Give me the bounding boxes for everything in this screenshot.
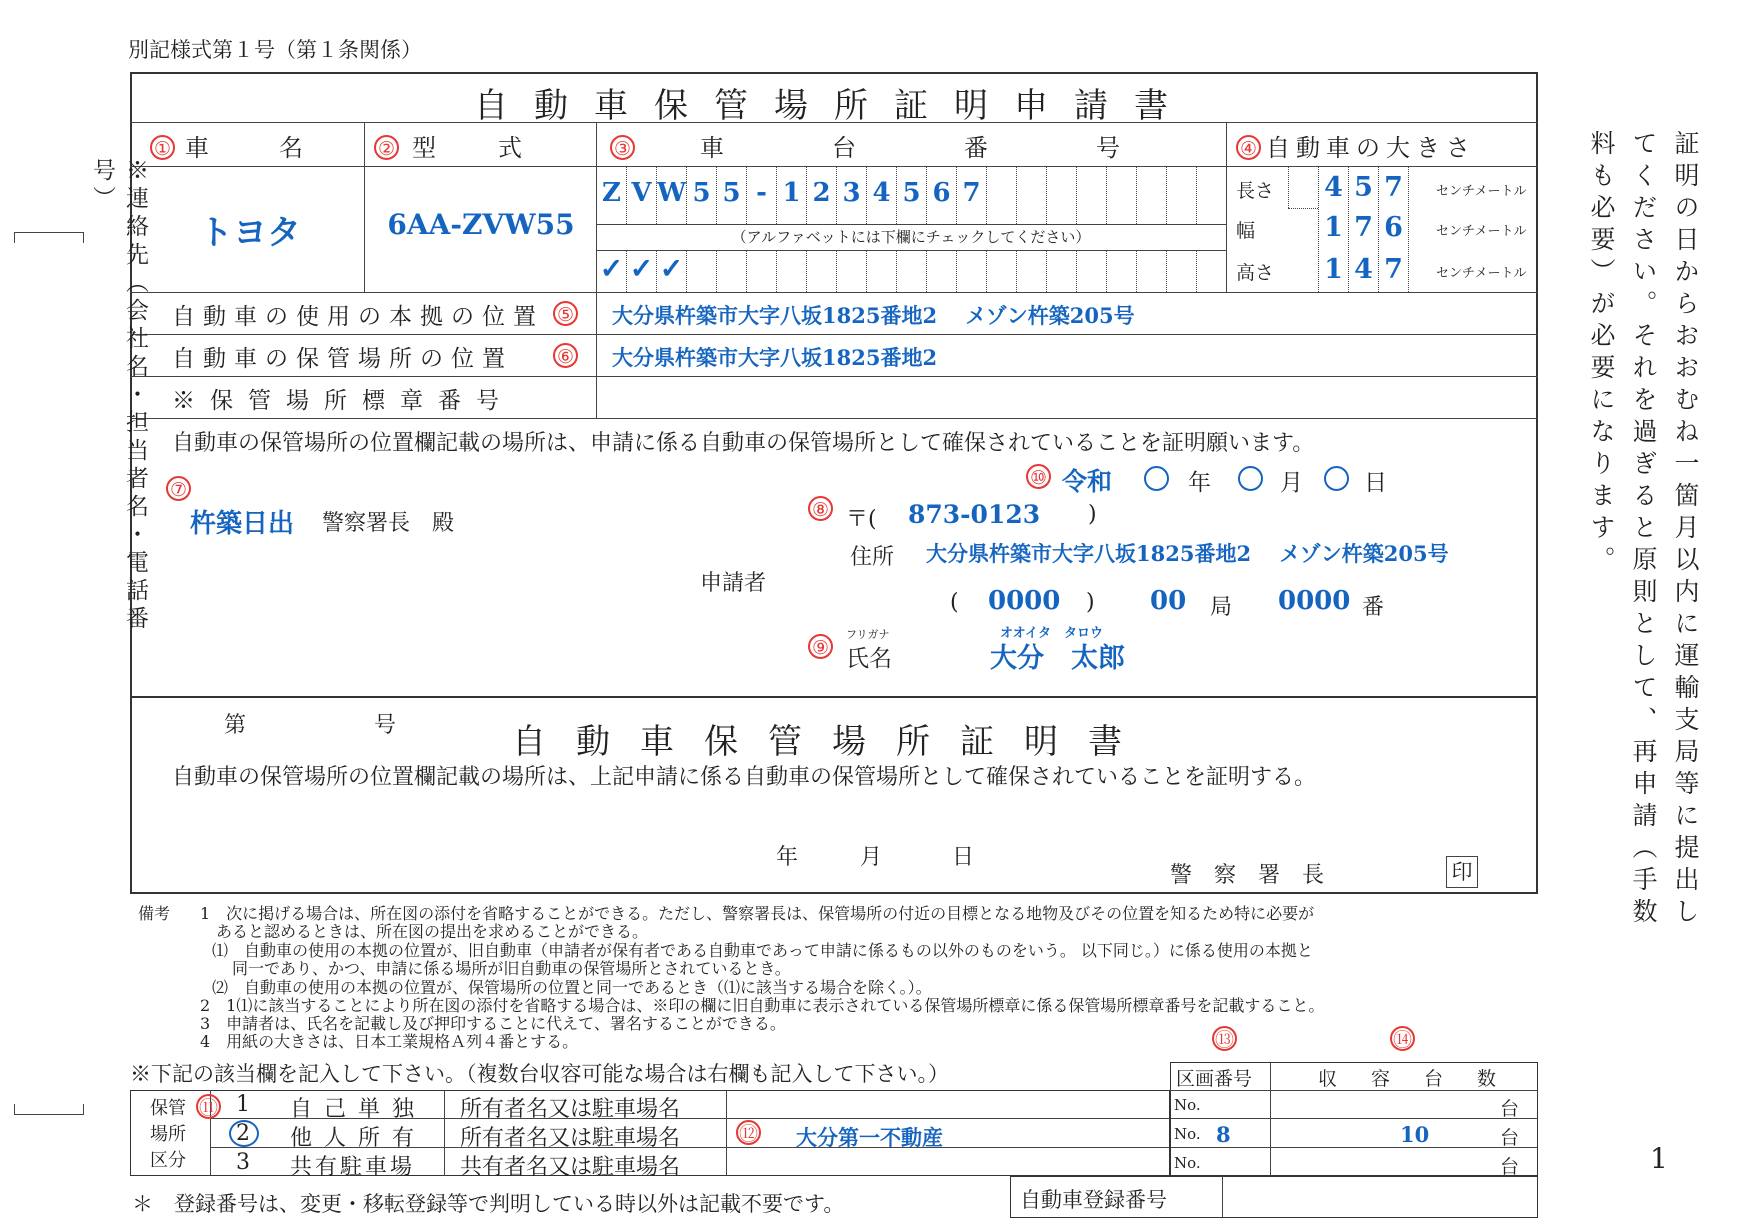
cert-chief: 警察署長 [1170,863,1347,888]
section-header: 区画番号 [1176,1068,1253,1090]
marker-9: ⑨ [808,634,833,659]
applicant-label: 申請者 [700,571,767,596]
model-value[interactable]: 6AA-ZVW55 [387,208,575,241]
chassis-divider [1016,250,1017,292]
chassis-divider [746,250,747,292]
chassis-divider [956,250,957,292]
length-label: 長さ [1236,180,1275,202]
remark-line-5: ⑵ 自動車の使用の本拠の位置が、保管場所の位置と同一であるとき（⑴に該当する場合を除く。）。 [212,978,932,997]
marker-2: ② [374,135,399,160]
furigana-value[interactable]: オオイタ タロウ [1000,626,1103,641]
cert-no-suffix: 号 [374,713,397,738]
certificate-text: 自動車の保管場所の位置欄記載の場所は、上記申請に係る自動車の保管場所として確保されていることを証明する。 [172,765,1317,790]
chassis-divider [1016,166,1017,224]
phone-area[interactable]: 0000 [988,586,1061,616]
size-width-digit[interactable]: 1 [1324,212,1343,243]
height-unit: センチメートル [1436,266,1527,281]
side-right-note: 証明の日からおおむね一箇月以内に運輸支局等に提出してください。それを過ぎると原則として、再申請（手数料も必要）が必要になります。 [1587,130,1700,930]
height-label: 高さ [1236,262,1275,284]
phone-ban: 番 [1362,595,1385,620]
chassis-char[interactable]: V [631,178,652,208]
chassis-divider [836,250,837,292]
cert-year: 年 [776,845,799,870]
size-length-digit[interactable]: 7 [1384,172,1403,203]
cert-day: 日 [952,845,975,870]
registration-input[interactable] [1226,1180,1532,1216]
marker-1: ① [150,135,175,160]
date-era: 令和 [1062,467,1113,496]
application-title: 自動車保管場所証明申請書 [474,86,1194,126]
chassis-char[interactable]: 5 [692,178,711,208]
chassis-char[interactable]: 5 [902,178,921,208]
postal-mark: 〒( [846,507,877,532]
chassis-divider [896,250,897,292]
category-name: 自己単独 [290,1097,427,1122]
size-height-digit[interactable]: 7 [1384,254,1403,285]
chassis-divider [1106,166,1107,224]
category-number[interactable]: 3 [236,1150,250,1175]
owner-label: 所有者名又は駐車場名 [460,1126,681,1151]
chassis-char[interactable]: 7 [962,178,981,208]
chassis-char[interactable]: - [756,178,767,208]
chassis-divider [866,250,867,292]
chassis-char[interactable]: 1 [782,178,801,208]
remark-line-6: 2 1⑴に該当することにより所在図の添付を省略する場合は、※印の欄に旧自動車に表示されている保管場所標章に係る保管場所標章番号を記載すること。 [200,996,1325,1015]
owner-value[interactable]: 大分第一不動産 [796,1125,943,1150]
alpha-check-mark[interactable]: ✓ [629,252,654,285]
chassis-divider [1136,166,1137,224]
chassis-divider [1136,250,1137,292]
chassis-divider [926,250,927,292]
car-name-value[interactable]: トヨタ [199,213,301,253]
section-no-prefix: No. [1174,1125,1201,1143]
header-size: 自動車の大きさ [1266,134,1476,162]
remark-line-7: 3 申請者は、氏名を記載し及び押印することに代えて、署名することができる。 [200,1014,786,1033]
chassis-divider [1196,166,1197,224]
date-day-label: 日 [1364,470,1387,496]
police-suffix: 警察署長 殿 [322,511,455,536]
base-label: 自動車の使用の本拠の位置 [172,304,544,330]
chassis-char[interactable]: Z [602,178,621,208]
certificate-title: 自動車保管場所証明書 [512,722,1152,762]
size-divider [1408,166,1409,292]
date-year-label: 年 [1188,470,1211,496]
owner-label: 共有者名又は駐車場名 [460,1155,681,1180]
section-no-prefix: No. [1174,1154,1201,1172]
chassis-divider [1046,250,1047,292]
width-unit: センチメートル [1436,224,1527,239]
header-chassis: 車台番号 [700,134,1228,162]
marker-8: ⑧ [808,496,833,521]
capacity-unit: 台 [1500,1127,1520,1149]
base-value[interactable]: 大分県杵築市大字八坂1825番地2 メゾン杵築205号 [612,303,1135,328]
page-number: 1 [1650,1142,1668,1175]
chassis-divider [686,250,687,292]
header-model: 型式 [412,134,584,162]
capacity-unit: 台 [1500,1098,1520,1120]
chassis-divider [1166,166,1167,224]
category-number[interactable]: 1 [236,1092,250,1117]
chassis-divider [1076,166,1077,224]
chassis-char[interactable]: 2 [812,178,831,208]
date-month-label: 月 [1280,470,1303,496]
lower-instruction: ※下記の該当欄を記入して下さい。（複数台収容可能な場合は右欄も記入して下さい。） [130,1062,949,1086]
chassis-divider [806,250,807,292]
chassis-char[interactable]: W [657,178,687,208]
chassis-divider [1076,250,1077,292]
bracket-bottom [14,1104,84,1115]
section-value[interactable]: 8 [1216,1122,1231,1147]
chassis-char[interactable]: 4 [872,178,891,208]
category-name: 共有駐車場 [290,1155,416,1180]
sticker-value[interactable] [600,380,1530,416]
chassis-divider [986,166,987,224]
marker-4: ④ [1236,135,1261,160]
side-left-note: ※連絡先（会社名・担当者名・電話番号） [89,158,148,634]
owner-label: 所有者名又は駐車場名 [460,1097,681,1122]
sticker-label: ※保管場所標章番号 [172,388,514,414]
chassis-char[interactable]: 3 [842,178,861,208]
capacity-value[interactable]: 10 [1400,1122,1430,1147]
date-month-circle[interactable] [1238,466,1263,491]
size-length-digit[interactable]: 4 [1324,172,1343,203]
marker-12: ⑫ [736,1120,761,1145]
chassis-divider [716,250,717,292]
chassis-divider [776,250,777,292]
chassis-divider [986,250,987,292]
address-value[interactable]: 大分県杵築市大字八坂1825番地2 メゾン杵築205号 [926,541,1449,566]
phone-open: ( [950,590,959,615]
remark-line-2: あると認めるときは、所在図の提出を求めることができる。 [216,922,649,941]
chassis-divider [1166,250,1167,292]
chassis-divider [1196,250,1197,292]
phone-close: ) [1086,590,1095,615]
cert-month: 月 [860,845,883,870]
marker-5: ⑤ [553,301,578,326]
storage-label: 自動車の保管場所の位置 [172,346,513,372]
marker-7: ⑦ [166,476,191,501]
remark-line-3: ⑴ 自動車の使用の本拠の位置が、旧自動車（申請者が保有者である自動車であって申請に係るもの以外のものをいう。 以下同じ。）に係る使用の本拠と [212,941,1313,960]
chassis-divider [1046,166,1047,224]
category-name: 他人所有 [290,1126,427,1151]
name-value[interactable]: 大分 太郎 [990,643,1125,674]
capacity-header: 収容台数 [1318,1068,1531,1090]
remark-line-8: 4 用紙の大きさは、日本工業規格Ａ列４番とする。 [200,1032,579,1051]
marker-10: ⑩ [1026,464,1051,489]
furigana-label: フリガナ [846,628,890,641]
bottom-note: ＊ 登録番号は、変更・移転登録等で判明している時以外は記載不要です。 [132,1192,845,1216]
size-height-digit[interactable]: 1 [1324,254,1343,285]
marker-6: ⑥ [553,343,578,368]
size-width-digit[interactable]: 6 [1384,212,1403,243]
width-label: 幅 [1236,220,1256,242]
remark-line-1: 1 次に掲げる場合は、所在図の添付を省略することができる。ただし、警察署長は、保管場所の付近の目標となる地物及びその位置を知るため特に必要が [200,904,1315,923]
postal-close: ) [1088,502,1097,527]
bracket-top [14,232,84,243]
chassis-char[interactable]: 6 [932,178,951,208]
form-id: 別記様式第１号（第１条関係） [128,38,422,62]
category-label: 保管 場所 区分 [150,1098,186,1171]
seal-box: 印 [1446,856,1478,888]
size-height-digit[interactable]: 4 [1354,254,1373,285]
name-label: 氏名 [846,646,892,672]
cert-no-label: 第 [224,713,247,738]
alpha-note: （アルファベットには下欄にチェックしてください） [731,228,1091,246]
marker-3: ③ [610,135,635,160]
request-text: 自動車の保管場所の位置欄記載の場所は、申請に係る自動車の保管場所として確保されていることを証明願います。 [172,431,1315,456]
phone-kyoku: 局 [1210,595,1233,620]
length-unit: センチメートル [1436,184,1527,199]
section-no-prefix: No. [1174,1096,1201,1114]
size-width-digit[interactable]: 7 [1354,212,1373,243]
remarks-label: 備考 [138,904,171,923]
marker-13: ⑬ [1212,1026,1237,1051]
registration-label: 自動車登録番号 [1020,1188,1167,1212]
size-divider [1288,208,1318,209]
phone-exchange[interactable]: 00 [1150,586,1187,616]
alpha-check-mark[interactable]: ✓ [599,252,624,285]
marker-11: ⑪ [196,1094,221,1119]
chassis-divider [1106,250,1107,292]
address-label: 住所 [850,545,895,570]
police-station[interactable]: 杵築日出 [190,509,295,539]
selected-category-circle [229,1120,259,1147]
size-divider [1288,166,1289,208]
capacity-unit: 台 [1500,1156,1520,1178]
date-year-circle[interactable] [1144,466,1169,491]
storage-value[interactable]: 大分県杵築市大字八坂1825番地2 [612,345,938,370]
size-length-digit[interactable]: 5 [1354,172,1373,203]
alpha-check-mark[interactable]: ✓ [659,252,684,285]
category-number[interactable]: 2 [236,1121,250,1146]
chassis-char[interactable]: 5 [722,178,741,208]
header-car-name: 車名 [185,134,373,162]
remark-line-4: 同一であり、かつ、申請に係る場所が旧自動車の保管場所とされているとき。 [232,959,791,978]
date-day-circle[interactable] [1324,466,1349,491]
marker-14: ⑭ [1390,1026,1415,1051]
phone-number[interactable]: 0000 [1278,586,1351,616]
postal-value[interactable]: 873-0123 [908,500,1041,529]
